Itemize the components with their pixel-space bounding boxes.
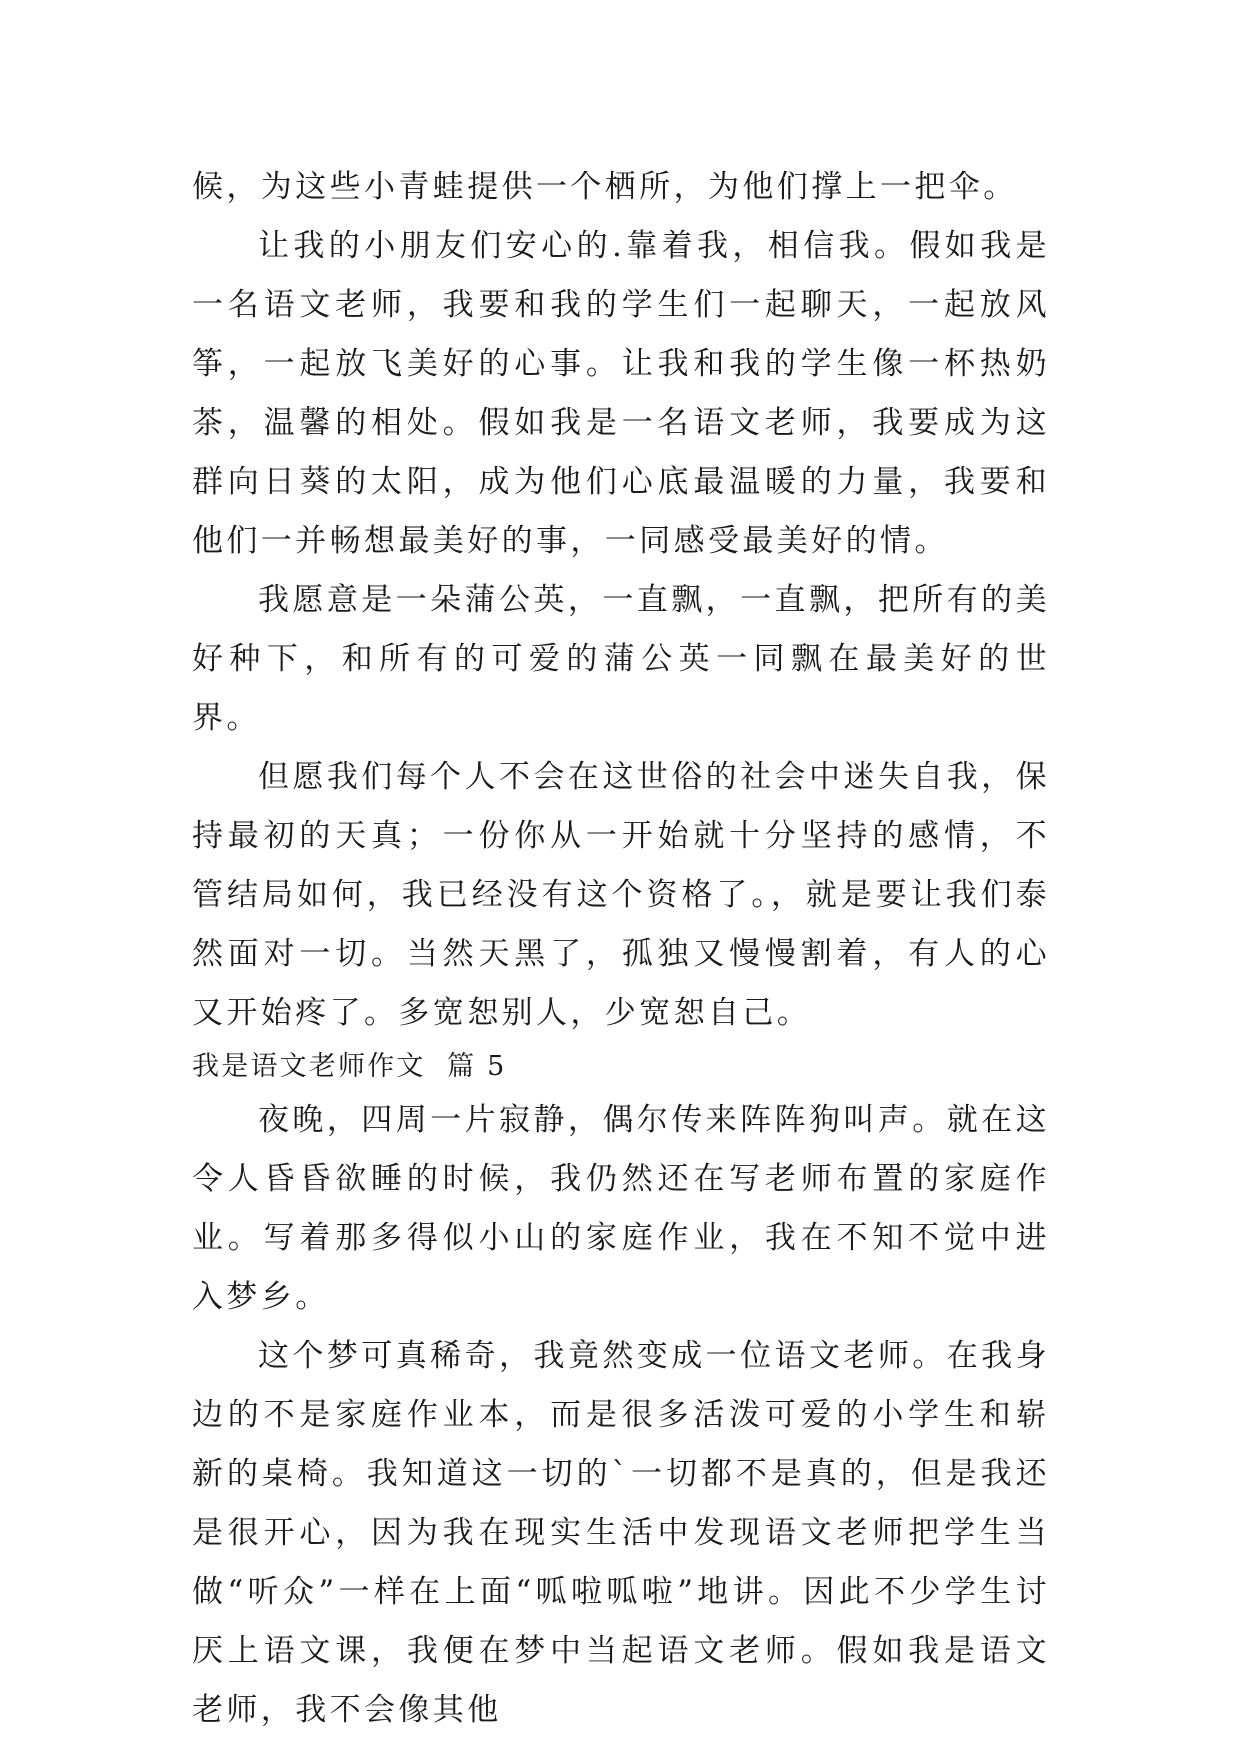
- paragraph: 我愿意是一朵蒲公英，一直飘，一直飘，把所有的美好种下，和所有的可爱的蒲公英一同飘在最美好的世界。: [192, 582, 1050, 736]
- paragraph: 夜晚，四周一片寂静，偶尔传来阵阵狗叫声。就在这令人昏昏欲睡的时候，我仍然还在写老师布置的家庭作业。写着那多得似小山的家庭作业，我在不知不觉中进入梦乡。: [192, 1102, 1050, 1315]
- paragraph: 让我的小朋友们安心的.靠着我，相信我。假如我是一名语文老师，我要和我的学生们一起聊天，一起放风筝，一起放飞美好的心事。让我和我的学生像一杯热奶茶，温馨的相处。假如我是一名语文老师，我要成为这群向日葵的太阳，成为他们心底最温暖的力量，我要和他们一并畅想最美好的事，一同感受最美好的情。: [192, 228, 1050, 559]
- paragraph: 但愿我们每个人不会在这世俗的社会中迷失自我，保持最初的天真；一份你从一开始就十分坚持的感情，不管结局如何，我已经没有这个资格了。，就是要让我们泰然面对一切。当然天黑了，孤独又慢慢割着，有人的心又开始疼了。多宽恕别人，少宽恕自己。: [192, 759, 1050, 1031]
- section-heading: 我是语文老师作文 篇 5: [192, 1051, 507, 1082]
- document-body: [192, 158, 1050, 1740]
- paragraph: 这个梦可真稀奇，我竟然变成一位语文老师。在我身边的不是家庭作业本，而是很多活泼可爱的小学生和崭新的桌椅。我知道这一切的`一切都不是真的，但是我还是很开心，因为我在现实生活中发现语文老师把学生当做“听众”一样在上面“呱啦呱啦”地讲。因此不少学生讨厌上语文课，我便在梦中当起语文老师。假如我是语文老师，我不会像其他: [192, 1338, 1050, 1728]
- paragraph: 候，为这些小青蛙提供一个栖所，为他们撑上一把伞。: [192, 169, 1018, 205]
